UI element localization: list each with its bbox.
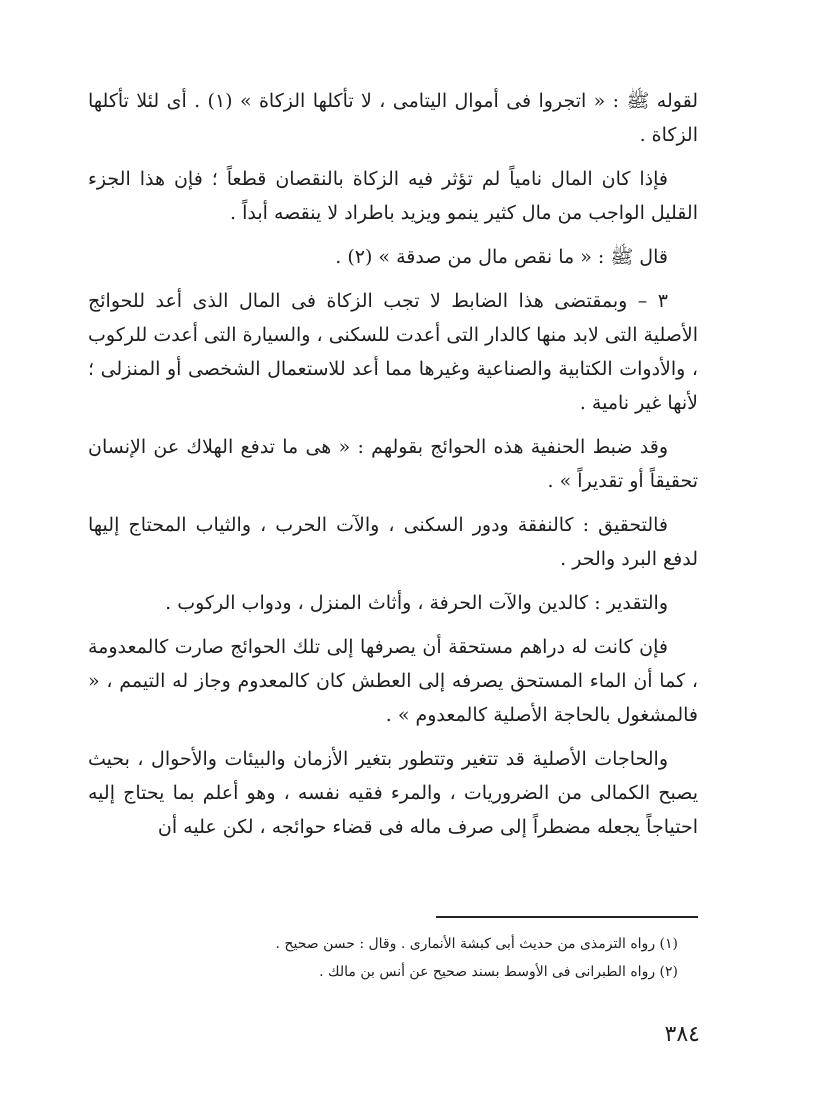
page-number: ٣٨٤ xyxy=(664,1022,700,1047)
paragraph: قال ﷺ : « ما نقص مال من صدقة » (٢) . xyxy=(335,246,668,268)
paragraph: وقد ضبط الحنفية هذه الحوائج بقولهم : « هى ما تدفع الهلاك عن الإنسان تحقيقاً أو تقديراً » . xyxy=(88,436,698,492)
paragraph: ٣ – وبمقتضى هذا الضابط لا تجب الزكاة فى المال الذى أعد للحوائج الأصلية التى لابد منها كالدار التى أعدت للسكنى ، والسيارة التى أعدت للركوب ، والأدوات الكتابية والصناعية وغيرها مما أعد للاستعمال الشخصى أو المنزلى ؛ لأنها غير نامية . xyxy=(88,290,698,414)
paragraph: لقوله ﷺ : « اتجروا فى أموال اليتامى ، لا تأكلها الزكاة » (١) . أى لئلا تأكلها الزكاة . xyxy=(88,90,698,146)
paragraph: فإذا كان المال نامياً لم تؤثر فيه الزكاة بالنقصان قطعاً ؛ فإن هذا الجزء القليل الواجب من مال كثير ينمو ويزيد باطراد لا ينقصه أبداً . xyxy=(88,168,698,224)
footnotes xyxy=(100,930,678,986)
body-text xyxy=(88,84,698,854)
footnote: (٢) رواه الطبرانى فى الأوسط بسند صحيح عن أنس بن مالك . xyxy=(319,964,678,980)
paragraph: والتقدير : كالدين والآت الحرفة ، وأثاث المنزل ، ودواب الركوب . xyxy=(165,592,668,614)
paragraph: فالتحقيق : كالنفقة ودور السكنى ، والآت الحرب ، والثياب المحتاج إليها لدفع البرد والحر . xyxy=(88,514,698,570)
footnote: (١) رواه الترمذى من حديث أبى كبشة الأنمارى . وقال : حسن صحيح . xyxy=(275,936,678,952)
footnote-divider xyxy=(436,916,698,918)
paragraph: والحاجات الأصلية قد تتغير وتتطور بتغير الأزمان والبيئات والأحوال ، بحيث يصبح الكمالى من الضروريات ، والمرء فقيه نفسه ، وهو أعلم بما يحتاج إليه احتياجاً يجعله مضطراً إلى صرف ماله فى قضاء حوائجه ، لكن عليه أن xyxy=(88,748,698,838)
paragraph: فإن كانت له دراهم مستحقة أن يصرفها إلى تلك الحوائج صارت كالمعدومة ، كما أن الماء المستحق يصرفه إلى العطش كان كالمعدوم وجاز له التيمم ، « فالمشغول بالحاجة الأصلية كالمعدوم » . xyxy=(88,636,698,726)
